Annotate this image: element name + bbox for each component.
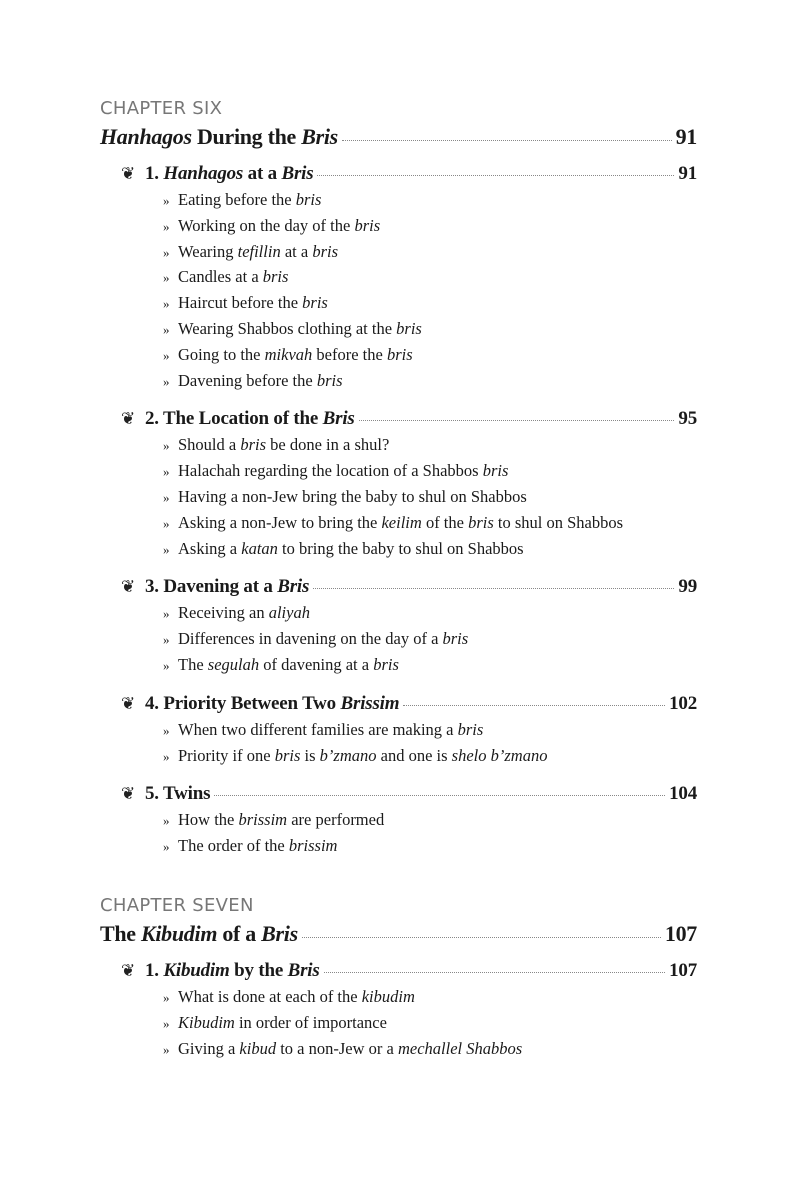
subtopic-list bbox=[163, 984, 697, 1061]
subtopic-item bbox=[163, 432, 697, 458]
text-run: to a non-Jew or a bbox=[276, 1038, 398, 1058]
bullet-icon: » bbox=[163, 748, 170, 764]
text-run: bris bbox=[396, 318, 422, 338]
text-run: Davening before the bbox=[178, 370, 317, 390]
bullet-icon: » bbox=[163, 296, 170, 312]
bullet-icon: » bbox=[163, 606, 170, 622]
text-run: Having a non-Jew bring the baby to shul on Shabbos bbox=[178, 486, 527, 506]
bullet-icon: » bbox=[163, 464, 170, 480]
text-run: b’zmano bbox=[319, 745, 377, 765]
section-title bbox=[145, 690, 399, 717]
section-spacer bbox=[100, 768, 697, 780]
section-title-row[interactable] bbox=[121, 405, 697, 432]
bullet-icon: » bbox=[163, 244, 170, 260]
text-run: mechallel Shabbos bbox=[397, 1038, 523, 1058]
text-run: shelo b’zmano bbox=[451, 745, 548, 765]
subtopic-list bbox=[163, 600, 697, 677]
text-run: bris bbox=[354, 215, 381, 235]
text-run: bris bbox=[373, 654, 399, 674]
bullet-icon: » bbox=[163, 347, 170, 363]
bullet-icon: » bbox=[163, 438, 170, 454]
fleuron-icon: ❦ bbox=[121, 960, 136, 980]
text-run: Asking a bbox=[178, 538, 242, 558]
subtopic-item bbox=[163, 213, 697, 239]
bullet-icon: » bbox=[163, 270, 170, 286]
text-run: Should a bbox=[178, 435, 241, 455]
subtopic-item bbox=[163, 510, 697, 536]
dot-leader bbox=[342, 140, 672, 141]
section-title bbox=[145, 160, 313, 187]
chapter-label: CHAPTER SEVEN bbox=[100, 894, 254, 916]
bullet-icon: » bbox=[163, 193, 170, 208]
text-run: before the bbox=[312, 344, 387, 364]
table-of-contents bbox=[100, 96, 697, 1061]
subtopic-item bbox=[163, 984, 697, 1010]
text-run: Bris bbox=[301, 124, 338, 149]
section-title bbox=[145, 405, 355, 432]
text-run: bris bbox=[302, 293, 328, 313]
text-run: Brissim bbox=[340, 692, 400, 714]
subtopic-item bbox=[163, 368, 697, 394]
text-run: bris bbox=[457, 719, 484, 739]
section-title-row[interactable] bbox=[121, 690, 697, 717]
bullet-icon: » bbox=[163, 839, 170, 855]
text-run: bris bbox=[482, 461, 509, 481]
text-run: 3. Davening at a bbox=[145, 576, 278, 598]
text-run: katan bbox=[241, 538, 278, 558]
dot-leader bbox=[302, 937, 661, 938]
section-page-number: 99 bbox=[678, 576, 697, 598]
subtopic-item bbox=[163, 717, 697, 743]
subtopic-item bbox=[163, 484, 697, 510]
chapter-spacer bbox=[100, 949, 697, 957]
text-run: brissim bbox=[238, 810, 288, 830]
dot-leader bbox=[214, 795, 665, 796]
text-run: Bris bbox=[261, 920, 298, 946]
section-spacer bbox=[100, 678, 697, 690]
section-title-row[interactable] bbox=[121, 780, 697, 807]
section-page-number: 102 bbox=[669, 692, 697, 714]
text-run: The bbox=[178, 654, 208, 674]
text-run: Working on the day of the bbox=[178, 215, 355, 235]
subtopic-item bbox=[163, 264, 697, 290]
section-page-number: 95 bbox=[678, 408, 697, 430]
text-run: The order of the bbox=[178, 836, 289, 856]
bullet-icon: » bbox=[163, 515, 170, 531]
subtopic-item bbox=[163, 1010, 697, 1036]
subtopic-item bbox=[163, 536, 697, 562]
text-run: of a bbox=[217, 920, 262, 946]
subtopic-item bbox=[163, 807, 697, 833]
subtopic-item bbox=[163, 342, 697, 368]
text-run: Haircut before the bbox=[178, 293, 303, 313]
fleuron-icon: ❦ bbox=[121, 164, 136, 183]
text-run: bris bbox=[316, 370, 343, 390]
text-run: are performed bbox=[287, 810, 385, 830]
text-run: at a bbox=[243, 163, 282, 184]
chapter-title-row[interactable] bbox=[100, 122, 697, 152]
subtopic-list bbox=[163, 807, 697, 859]
text-run: When two different families are making a bbox=[178, 719, 458, 739]
text-run: Halachah regarding the location of a Shabbos bbox=[178, 461, 483, 481]
text-run: Bris bbox=[287, 959, 320, 981]
section-page-number: 91 bbox=[678, 163, 697, 184]
text-run: to bring the baby to shul on Shabbos bbox=[277, 538, 524, 558]
text-run: Asking a non-Jew to bring the bbox=[178, 512, 382, 532]
text-run: kibud bbox=[239, 1038, 277, 1058]
text-run: kibudim bbox=[361, 986, 415, 1006]
text-run: to shul on Shabbos bbox=[493, 512, 624, 532]
chapter-title-row[interactable] bbox=[100, 919, 697, 949]
section-title bbox=[145, 957, 320, 984]
section-spacer bbox=[100, 393, 697, 405]
text-run: in order of importance bbox=[234, 1012, 387, 1032]
text-run: bris bbox=[262, 267, 289, 287]
bullet-icon: » bbox=[163, 218, 170, 234]
subtopic-item bbox=[163, 458, 697, 484]
text-run: Bris bbox=[277, 576, 310, 598]
section-title-row[interactable] bbox=[121, 573, 697, 600]
dot-leader bbox=[359, 420, 675, 421]
text-run: 4. Priority Between Two bbox=[145, 692, 341, 714]
chapter-label: CHAPTER SIX bbox=[100, 98, 223, 119]
chapter-title bbox=[100, 122, 338, 152]
text-run: Eating before the bbox=[178, 190, 296, 209]
subtopic-item bbox=[163, 187, 697, 213]
subtopic-item bbox=[163, 600, 697, 626]
text-run: Candles at a bbox=[178, 267, 263, 287]
bullet-icon: » bbox=[163, 1015, 170, 1031]
text-run: bris bbox=[442, 629, 469, 649]
text-run: bris bbox=[240, 435, 267, 455]
subtopic-item bbox=[163, 833, 697, 859]
text-run: bris bbox=[295, 190, 322, 209]
text-run: is bbox=[300, 745, 320, 765]
text-run: mikvah bbox=[264, 344, 313, 364]
text-run: be done in a shul? bbox=[266, 435, 390, 455]
text-run: keilim bbox=[381, 512, 422, 532]
text-run: bris bbox=[468, 512, 494, 532]
bullet-icon: » bbox=[163, 989, 170, 1005]
fleuron-icon: ❦ bbox=[121, 409, 136, 429]
chapter-page-number: 91 bbox=[675, 124, 697, 149]
subtopic-item bbox=[163, 743, 697, 769]
text-run: Hanhagos bbox=[100, 124, 192, 149]
chapter-spacer bbox=[100, 859, 697, 893]
text-run: Receiving an bbox=[178, 603, 269, 623]
text-run: Wearing Shabbos clothing at the bbox=[178, 318, 397, 338]
text-run: brissim bbox=[288, 836, 338, 856]
chapter-title bbox=[100, 919, 298, 949]
chapter-page-number: 107 bbox=[664, 920, 697, 946]
section-title-row[interactable] bbox=[121, 160, 697, 187]
subtopic-item bbox=[163, 316, 697, 342]
chapter-spacer bbox=[100, 152, 697, 160]
text-run: Kibudim bbox=[140, 920, 218, 946]
text-run: of davening at a bbox=[259, 654, 374, 674]
text-run: Priority if one bbox=[178, 745, 275, 765]
bullet-icon: » bbox=[163, 632, 170, 648]
text-run: at a bbox=[280, 241, 313, 261]
subtopic-item bbox=[163, 1036, 697, 1062]
bullet-icon: » bbox=[163, 1041, 170, 1057]
fleuron-icon: ❦ bbox=[121, 784, 136, 804]
subtopic-list bbox=[163, 187, 697, 393]
text-run: Bris bbox=[322, 408, 355, 430]
text-run: Kibudim bbox=[178, 1012, 235, 1032]
text-run: bris bbox=[312, 241, 338, 261]
section-title bbox=[145, 780, 210, 807]
fleuron-icon: ❦ bbox=[121, 577, 136, 597]
subtopic-list bbox=[163, 432, 697, 561]
section-title bbox=[145, 573, 309, 600]
dot-leader bbox=[313, 588, 674, 589]
text-run: Differences in davening on the day of a bbox=[178, 629, 443, 649]
text-run: Giving a bbox=[178, 1038, 240, 1058]
bullet-icon: » bbox=[163, 541, 170, 557]
subtopic-item bbox=[163, 626, 697, 652]
text-run: segulah bbox=[207, 654, 260, 674]
text-run: How the bbox=[178, 810, 239, 830]
text-run: tefillin bbox=[237, 241, 281, 261]
bullet-icon: » bbox=[163, 321, 170, 337]
text-run: bris bbox=[274, 745, 301, 765]
subtopic-list bbox=[163, 717, 697, 769]
section-title-row[interactable] bbox=[121, 957, 697, 984]
text-run: Hanhagos bbox=[163, 163, 244, 184]
text-run: and one is bbox=[376, 745, 452, 765]
section-spacer bbox=[100, 561, 697, 573]
text-run: 2. The Location of the bbox=[145, 408, 323, 430]
text-run: 1. bbox=[145, 959, 164, 981]
subtopic-item bbox=[163, 652, 697, 678]
text-run: Going to the bbox=[178, 344, 265, 364]
bullet-icon: » bbox=[163, 813, 170, 829]
subtopic-item bbox=[163, 239, 697, 265]
section-page-number: 104 bbox=[669, 783, 697, 805]
fleuron-icon: ❦ bbox=[121, 693, 136, 713]
text-run: During the bbox=[191, 124, 302, 149]
bullet-icon: » bbox=[163, 657, 170, 673]
text-run: of the bbox=[421, 512, 469, 532]
subtopic-item bbox=[163, 290, 697, 316]
section-page-number: 107 bbox=[669, 959, 697, 981]
text-run: aliyah bbox=[268, 603, 310, 623]
text-run: bris bbox=[386, 344, 413, 364]
text-run: Kibudim bbox=[163, 959, 230, 981]
text-run: 1. bbox=[145, 163, 164, 184]
text-run: by the bbox=[229, 959, 288, 981]
text-run: What is done at each of the bbox=[178, 986, 362, 1006]
dot-leader bbox=[317, 175, 674, 176]
text-run: Wearing bbox=[178, 241, 238, 261]
text-run: Bris bbox=[281, 163, 314, 184]
dot-leader bbox=[324, 972, 666, 973]
bullet-icon: » bbox=[163, 722, 170, 738]
text-run: 5. Twins bbox=[145, 783, 211, 805]
bullet-icon: » bbox=[163, 373, 170, 389]
text-run: The bbox=[100, 920, 141, 946]
dot-leader bbox=[403, 705, 665, 706]
bullet-icon: » bbox=[163, 489, 170, 505]
